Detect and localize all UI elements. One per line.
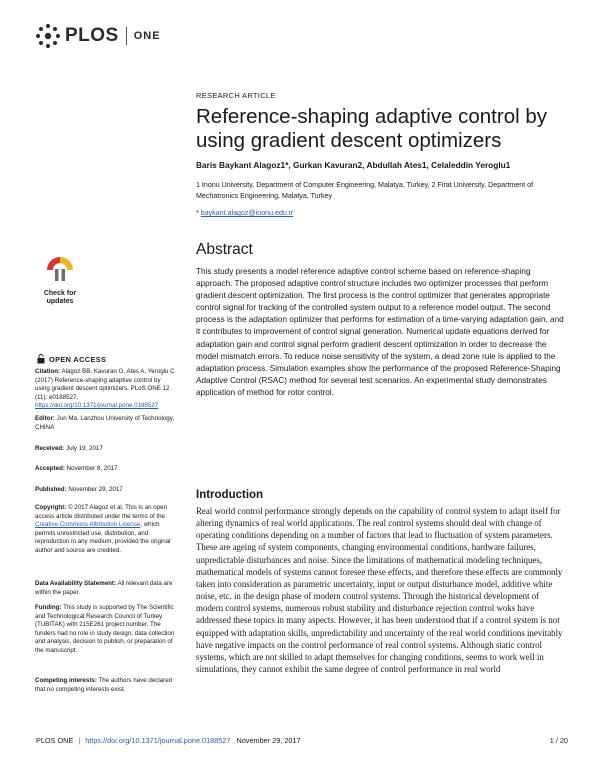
- received-block: [35, 445, 177, 454]
- received-label: Received:: [35, 445, 65, 452]
- funding-label: Funding:: [35, 604, 62, 611]
- accepted-date: November 8, 2017: [66, 465, 118, 472]
- badge-line-1: Check for: [43, 290, 77, 297]
- author-list: Baris Baykant Alagoz1*, Gurkan Kavuran2, Abdullah Ates1, Celaleddin Yeroglu1: [196, 160, 511, 170]
- footer-doi-link[interactable]: https://doi.org/10.1371/journal.pone.0188527: [85, 736, 231, 745]
- abstract-text: This study presents a model reference adaptive control scheme based on reference-shaping approach. The proposed adaptive control structure includes two optimizer processes that perform gradient descent optimization. The first process is the control optimizer that generates appropriate control signal for tracking of the controlled system output to a reference model output. The second process is the adaptation optimizer that performs for estimation of a time-varying adaptation gain, and it contributes to improvement of control signal generation. Numerical update equations derived for adaptation gain and control signal perform gradient descent optimization in order to decrease the model mismatch errors. To reduce noise sensitivity of the system, a dead zone rule is applied to the adaptation process. Simulation examples show the performance of the proposed Reference-Shaping Adaptive Control (RSAC) method for several test scenarios. An experimental study demonstrates application of method for rotor control.: [196, 267, 564, 397]
- funding-text: This study is supported by The Scientific and Technological Research Council of Turkey (TUBITAK) with 215E261 project number. The funders had no role in study design, data collection and analysis, decision to publish, or preparation of the manuscript.: [35, 604, 175, 654]
- introduction-heading: Introduction: [196, 489, 264, 501]
- footer-date: November 29, 2017: [236, 736, 301, 745]
- editor-text: Jun Ma, Lanzhou University of Technology, CHINA: [35, 415, 175, 431]
- affiliations: 1 Inonu University, Department of Computer Engineering, Malatya, Turkey, 2 Firat University, Department of Mechatronics Engineering, Malatya, Turkey: [196, 181, 534, 200]
- competing-interests-text: The authors have declared that no competing interests exist.: [35, 677, 173, 693]
- brand-name: PLOS: [65, 25, 119, 46]
- competing-interests-block: [35, 677, 177, 694]
- corresponding-email: [196, 209, 293, 217]
- open-access-text: OPEN ACCESS: [49, 354, 107, 364]
- copyright-text-end: , which permits unrestricted use, distribution, and reproduction in any medium, provided the original author and source are credited.: [35, 521, 171, 554]
- page-number: 1 / 20: [549, 736, 568, 745]
- open-access-label: [37, 354, 106, 364]
- published-date: November 29, 2017: [68, 486, 123, 493]
- footer-separator: |: [78, 736, 81, 745]
- badge-label: [38, 290, 82, 306]
- article-title: Reference-shaping adaptive control by using gradient descent optimizers: [196, 105, 547, 152]
- plos-logo[interactable]: [35, 22, 161, 50]
- footer-journal: PLOS ONE: [36, 736, 74, 745]
- copyright-block: [35, 504, 177, 556]
- competing-interests-label: Competing interests:: [35, 677, 97, 684]
- open-lock-icon: [37, 354, 45, 364]
- email-link[interactable]: baykant.alagoz@inonu.edu.tr: [200, 209, 294, 217]
- plos-dots-icon: [35, 23, 61, 49]
- published-block: [35, 486, 177, 495]
- email-marker: *: [196, 209, 199, 217]
- logo-divider: [126, 27, 127, 45]
- copyright-label: Copyright:: [35, 504, 67, 511]
- check-for-updates-badge[interactable]: [38, 255, 82, 305]
- introduction-text: Real world control performance strongly depends on the capability of control system to adapt itself for altering dynamics of real world applications. The real control systems should deal with change of operating conditions depending on a number of factors that lead to fluctuation of system parameters. These are ageing of system components, changing environmental conditions, hardware failures, unpredictable disturbances and noise. Since the limitations of mathematical modeling techniques, mathematical models of systems cannot foresee these effects, and therefore these effects are commonly taken into consideration as parametric uncertainty, input or output disturbance model, additive white noise, etc. in the design phase of modern control systems. Through the historical development of modern control systems, numerous robust stability and disturbance rejection control woks have addressed these topics in many aspects. However, it has been understood that if a control system is not equipped with adaptation skills, unpredictability and uncertainty of the real world conditions inevitably have negative impacts on the control performance of real control systems. Although static control systems, which are not skilled to adapt themselves for changing conditions, seems to work well in simulations, they cannot exhibit the same degree of control performance in real world: [196, 506, 563, 675]
- data-availability-text: All relevant data are within the paper.: [35, 580, 173, 596]
- accepted-block: [35, 465, 177, 474]
- citation-label: Citation:: [35, 368, 61, 375]
- badge-line-2: updates: [46, 298, 74, 305]
- copyright-text: © 2017 Alagoz et al. This is an open access article distributed under the terms of the: [35, 504, 168, 520]
- data-availability-label: Data Availability Statement:: [35, 580, 117, 587]
- license-link[interactable]: Creative Commons Attribution License: [35, 521, 141, 529]
- page-footer: [36, 736, 568, 745]
- published-label: Published:: [35, 486, 67, 493]
- citation-text: Alagoz BB, Kavuran G, Ates A, Yeroglu C (2017) Reference-shaping adaptive control by using gradient descent optimizers. PLoS ONE 12 (11): e0188527.: [35, 368, 175, 401]
- abstract-heading: Abstract: [196, 241, 253, 258]
- citation-block: [35, 368, 177, 411]
- check-updates-icon: [38, 255, 82, 285]
- received-date: July 19, 2017: [65, 445, 103, 452]
- journal-name: ONE: [133, 30, 161, 42]
- citation-doi-link[interactable]: https://doi.org/10.1371/journal.pone.0188527: [35, 402, 159, 410]
- article-type-label: RESEARCH ARTICLE: [196, 91, 276, 100]
- editor-label: Editor:: [35, 415, 55, 422]
- editor-block: [35, 415, 177, 432]
- funding-block: [35, 604, 177, 656]
- accepted-label: Accepted:: [35, 465, 65, 472]
- data-availability-block: [35, 580, 177, 597]
